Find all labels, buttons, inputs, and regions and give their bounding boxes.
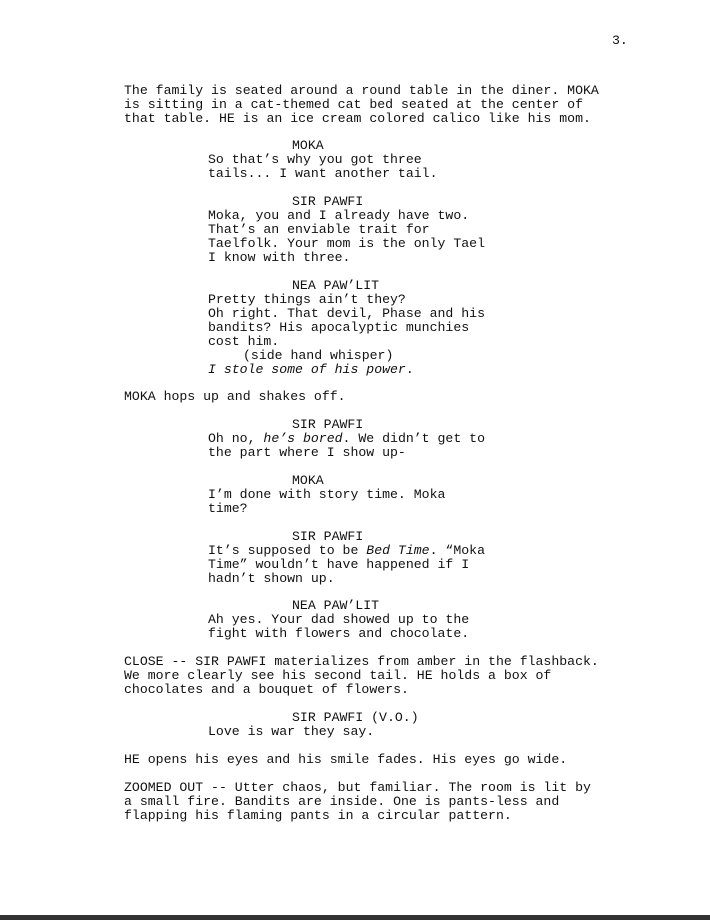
dialogue-line <box>208 613 469 627</box>
action-line <box>124 98 583 112</box>
dialogue-line <box>208 335 279 349</box>
action-line <box>124 669 551 683</box>
page-number: 3. <box>612 33 628 48</box>
text-run: bandits? His apocalyptic munchies <box>208 320 470 335</box>
action-line <box>124 795 559 809</box>
text-run: CLOSE -- SIR PAWFI materializes from amber in the flashback. <box>124 654 599 669</box>
text-run: The family is seated around a round table in the diner. MOKA <box>124 83 599 98</box>
text-run: Ah yes. Your dad showed up to the <box>208 612 470 627</box>
text-run: SIR PAWFI <box>292 529 364 544</box>
character-cue <box>292 530 363 544</box>
action-line <box>124 84 599 98</box>
action-line <box>124 112 591 126</box>
character-cue <box>292 418 363 432</box>
text-run: flapping his flaming pants in a circular pattern. <box>124 808 512 823</box>
text-run: MOKA <box>292 473 324 488</box>
action-line <box>124 390 346 404</box>
text-run: SIR PAWFI <box>292 417 364 432</box>
dialogue-line <box>208 223 430 237</box>
text-run: So that’s why you got three <box>208 152 422 167</box>
text-run: a small fire. Bandits are inside. One is pants-less and <box>124 794 560 809</box>
dialogue-line <box>208 502 248 516</box>
dialogue-line <box>208 237 485 251</box>
action-line <box>124 781 591 795</box>
dialogue-line <box>208 293 406 307</box>
action-line <box>124 655 599 669</box>
text-run: . <box>405 362 414 377</box>
italic-text: I stole some of his power <box>208 362 406 377</box>
character-cue <box>292 599 379 613</box>
character-cue <box>292 195 363 209</box>
text-run: hadn’t shown up. <box>208 571 335 586</box>
text-run: . We didn’t get to <box>342 431 485 446</box>
text-run: It’s supposed to be <box>208 543 367 558</box>
action-line <box>124 683 409 697</box>
text-run: cost him. <box>208 334 280 349</box>
text-run: (side hand whisper) <box>243 348 394 363</box>
text-run: NEA PAW’LIT <box>292 278 380 293</box>
text-run: Moka, you and I already have two. <box>208 208 470 223</box>
text-run: MOKA <box>292 138 324 153</box>
text-run: Pretty things ain’t they? <box>208 292 406 307</box>
text-run: HE opens his eyes and his smile fades. His eyes go wide. <box>124 752 568 767</box>
text-run: Oh no, <box>208 431 264 446</box>
character-cue <box>292 139 324 153</box>
character-cue <box>292 711 419 725</box>
action-line <box>124 809 512 823</box>
parenthetical-line <box>243 349 393 363</box>
text-run: tails... I want another tail. <box>208 166 438 181</box>
text-run: That’s an enviable trait for <box>208 222 430 237</box>
dialogue-line <box>208 627 469 641</box>
text-run: MOKA hops up and shakes off. <box>124 389 346 404</box>
dialogue-line <box>208 251 350 265</box>
dialogue-line <box>208 446 406 460</box>
dialogue-line <box>208 432 485 446</box>
text-run: the part where I show up- <box>208 445 406 460</box>
text-run: . “Moka <box>429 543 485 558</box>
dialogue-line <box>208 544 485 558</box>
dialogue-line <box>208 488 445 502</box>
dialogue-line <box>208 572 335 586</box>
text-run: Time” wouldn’t have happened if I <box>208 557 470 572</box>
text-run: is sitting in a cat-themed cat bed seated at the center of <box>124 97 583 112</box>
dialogue-line <box>208 307 485 321</box>
text-run: I’m done with story time. Moka <box>208 487 446 502</box>
text-run: NEA PAW’LIT <box>292 598 380 613</box>
text-run: Love is war they say. <box>208 724 375 739</box>
text-run: time? <box>208 501 248 516</box>
dialogue-line <box>208 167 438 181</box>
action-line <box>124 753 567 767</box>
text-run: SIR PAWFI (V.O.) <box>292 710 419 725</box>
dialogue-line <box>208 153 422 167</box>
text-run: that table. HE is an ice cream colored calico like his mom. <box>124 111 591 126</box>
italic-text: he’s bored <box>263 431 343 446</box>
text-run: We more clearly see his second tail. HE holds a box of <box>124 668 552 683</box>
dialogue-line <box>208 209 469 223</box>
text-run: Oh right. That devil, Phase and his <box>208 306 485 321</box>
dialogue-line <box>208 725 374 739</box>
dialogue-line <box>208 363 414 377</box>
text-run: fight with flowers and chocolate. <box>208 626 470 641</box>
character-cue <box>292 474 324 488</box>
italic-text: Bed Time <box>366 543 430 558</box>
dialogue-line <box>208 558 469 572</box>
text-run: ZOOMED OUT -- Utter chaos, but familiar. The room is lit by <box>124 780 591 795</box>
text-run: Taelfolk. Your mom is the only Tael <box>208 236 485 251</box>
character-cue <box>292 279 379 293</box>
text-run: SIR PAWFI <box>292 194 364 209</box>
page-bottom-edge <box>0 915 710 920</box>
text-run: I know with three. <box>208 250 351 265</box>
text-run: chocolates and a bouquet of flowers. <box>124 682 409 697</box>
dialogue-line <box>208 321 469 335</box>
